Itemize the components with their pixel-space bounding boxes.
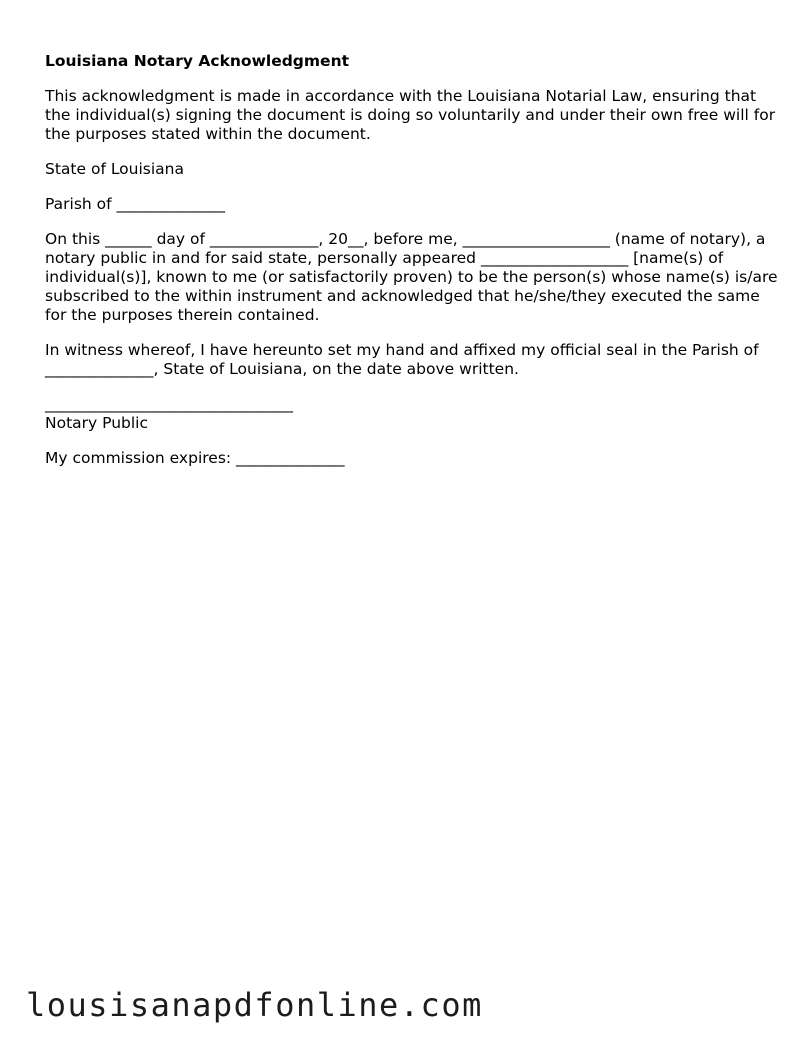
signature-line: ________________________________ (45, 395, 293, 413)
commission-expires-line: My commission expires: ______________ (45, 449, 345, 467)
site-watermark: lousisanapdfonline.com (26, 986, 483, 1024)
parish-line: Parish of ______________ (45, 195, 226, 213)
state-line: State of Louisiana (45, 160, 185, 178)
acknowledgment-paragraph: On this ______ day of ______________, 20__, before me, ___________________ (name of notary), a notary public in and for said state, personally appeared ___________________ [name(s) of individual(s)], known to me (or satisfactorily proven) to be the person(s) whose name(s) is/are subscribed to the within instrument and acknowledged that he/she/they executed the same for the purposes therein contained. (45, 230, 778, 324)
document-title: Louisiana Notary Acknowledgment (45, 52, 350, 70)
notary-public-label: Notary Public (45, 414, 148, 432)
document-body (45, 52, 785, 484)
witness-paragraph: In witness whereof, I have hereunto set my hand and affixed my official seal in the Parish of ______________, State of Louisiana, on the date above written. (45, 341, 759, 378)
intro-paragraph: This acknowledgment is made in accordance with the Louisiana Notarial Law, ensuring that the individual(s) signing the document is doing so voluntarily and under their own free will for the purposes stated within the document. (45, 87, 776, 143)
